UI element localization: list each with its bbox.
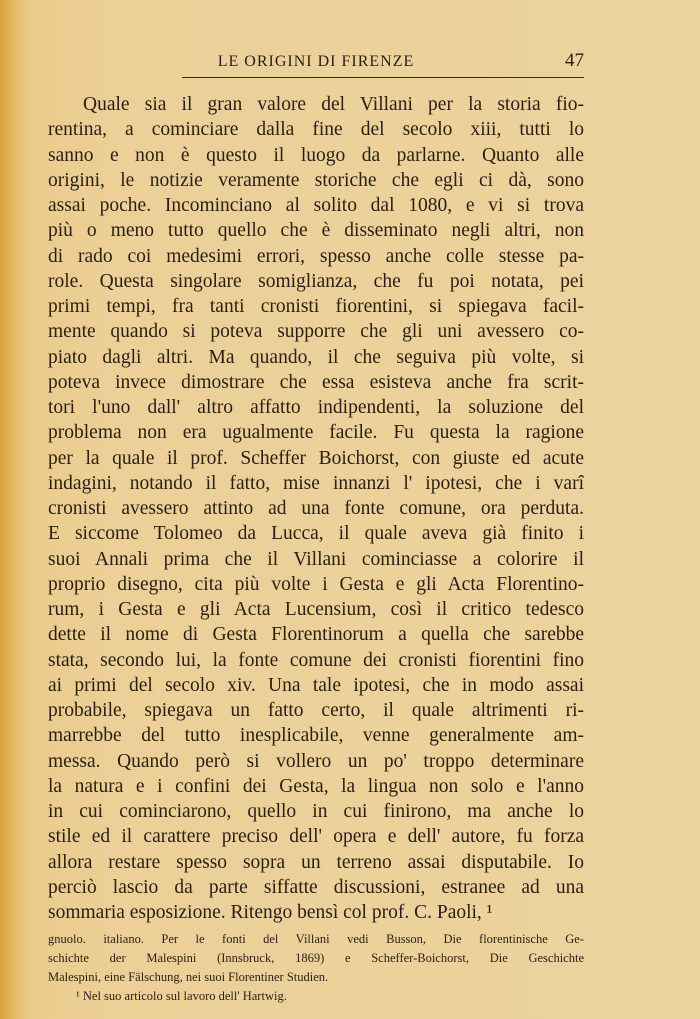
text-line: suoi Annali prima che il Villani cominciasse a colorire il [48, 548, 584, 570]
footnote-line: ¹ Nel suo articolo sul lavoro dell' Hartwig. [76, 989, 287, 1003]
footnotes [48, 930, 584, 1006]
text-line: role. Questa singolare somiglianza, che fu poi notata, pei [48, 270, 584, 292]
text-line: sommaria esposizione. Ritengo bensì col prof. C. Paoli, ¹ [48, 902, 493, 923]
text-line: poteva invece dimostrare che essa esisteva anche fra scrit- [48, 371, 584, 393]
main-paragraph [48, 92, 584, 925]
text-line: E siccome Tolomeo da Lucca, il quale aveva già finito i [48, 523, 584, 545]
text-line: la natura e i confini dei Gesta, la lingua non solo e l'anno [48, 775, 584, 797]
running-title: LE ORIGINI DI FIRENZE [217, 53, 415, 70]
text-line: problema non era ugualmente facile. Fu questa la ragione [48, 422, 584, 444]
text-line: sanno e non è questo il luogo da parlarne. Quanto alle [48, 144, 584, 166]
text-line: origini, le notizie veramente storiche che egli ci dà, sono [48, 169, 584, 191]
text-line: di rado coi medesimi errori, spesso anche colle stesse pa- [48, 245, 584, 267]
footnote-line: schichte der Malespini (Innsbruck, 1869) e Scheffer-Boichorst, Die Geschichte [48, 951, 584, 965]
text-line: probabile, spiegava un fatto certo, il quale altrimenti ri- [48, 700, 584, 721]
text-line: per la quale il prof. Scheffer Boichorst, con giuste ed acute [48, 447, 584, 469]
text-line: dette il nome di Gesta Florentinorum a quella che sarebbe [48, 624, 584, 646]
text-line: perciò lascio da parte siffatte discussioni, estranee ad una [48, 876, 584, 898]
text-line: mente quando si poteva supporre che gli uni avessero co- [48, 321, 584, 343]
text-line: rum, i Gesta e gli Acta Lucensium, così il critico tedesco [48, 599, 584, 620]
text-line: allora restare spesso sopra un terreno assai disputabile. Io [48, 851, 584, 873]
footnote-line: Malespini, eine Fälschung, nei suoi Florentiner Studien. [48, 970, 329, 984]
page-number: 47 [565, 50, 584, 71]
text-line: primi tempi, fra tanti cronisti fiorentini, si spiegava facil- [48, 296, 584, 317]
text-line: Quale sia il gran valore del Villani per la storia fio- [83, 94, 584, 115]
text-line: stile ed il carattere preciso dell' opera e dell' autore, fu forza [48, 826, 584, 848]
header-rule [182, 77, 584, 78]
text-line: assai poche. Incominciano al solito dal 1080, e vi si trova [48, 195, 584, 216]
text-line: marrebbe del tutto inesplicabile, venne generalmente am- [48, 725, 584, 747]
text-line: rentina, a cominciare dalla fine del secolo xiii, tutti lo [48, 119, 584, 141]
running-header [48, 50, 584, 76]
text-line: stata, secondo lui, la fonte comune dei cronisti fiorentini fino [48, 649, 584, 671]
text-line: proprio disegno, cita più volte i Gesta e gli Acta Florentino- [48, 573, 584, 595]
text-line: cronisti avessero attinto ad una fonte comune, ora perduta. [48, 498, 584, 519]
text-line: più o meno tutto quello che è disseminato negli altri, non [48, 220, 584, 242]
text-line: messa. Quando però si vollero un po' troppo determinare [48, 750, 584, 772]
footnote-line: gnuolo. italiano. Per le fonti del Villani vedi Busson, Die florentinische Ge- [48, 932, 584, 946]
text-line: ai primi del secolo xiv. Una tale ipotesi, che in modo assai [48, 674, 584, 696]
text-line: tori l'uno dall' altro affatto indipendenti, la soluzione del [48, 397, 584, 418]
text-line: piato dagli altri. Ma quando, il che seguiva più volte, si [48, 346, 584, 368]
text-line: in cui cominciarono, quello in cui finirono, ma anche lo [48, 801, 584, 822]
text-line: indagini, notando il fatto, mise innanzi l' ipotesi, che i varî [48, 472, 584, 494]
